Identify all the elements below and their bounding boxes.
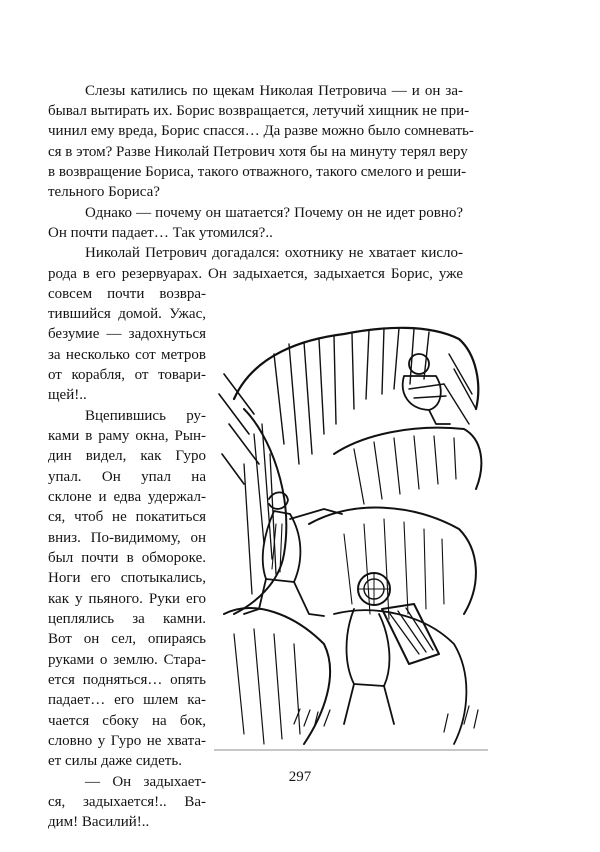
text-line: Вот он сел, опираясь	[48, 631, 206, 647]
text-line: бывал вытирать их. Борис возвращается, летучий хищник не при-	[48, 103, 470, 119]
text-line: Николай Петрович догадался: охотнику не хватает кисло-	[85, 245, 463, 261]
text-line: дим! Василий!..	[48, 814, 150, 830]
text-line: был почти в обмороке.	[48, 550, 206, 566]
text-line: ками в раму окна, Рын-	[48, 428, 206, 444]
text-line: Вцепившись ру-	[85, 408, 206, 424]
text-line: Однако — почему он шатается? Почему он не идет ровно?	[85, 205, 463, 221]
text-line: ся в этом? Разве Николай Петрович хотя бы на минуту терял веру	[48, 144, 468, 160]
page-number: 297	[288, 769, 312, 785]
text-line: руками о землю. Стара-	[48, 652, 206, 668]
text-line: словно у Гуро не хвата-	[48, 733, 206, 749]
text-line: совсем почти возвра-	[48, 286, 206, 302]
text-line: за несколько сот метров	[48, 347, 206, 363]
text-line: дин видел, как Гуро	[48, 448, 206, 464]
text-line: безумие — задохнуться	[48, 326, 206, 342]
text-line: ется подняться… опять	[48, 672, 206, 688]
text-line: тившийся домой. Ужас,	[48, 306, 206, 322]
text-line: щей!..	[48, 387, 87, 403]
text-line: от корабля, от товари-	[48, 367, 206, 383]
text-line: тельного Бориса?	[48, 184, 160, 200]
text-line: вниз. По-видимому, он	[48, 530, 206, 546]
text-line: чинил ему вреда, Борис спасся… Да разве можно было сомневать-	[48, 123, 474, 139]
text-line: Он почти падает… Так утомился?..	[48, 225, 273, 241]
text-line: ся, чтоб не покатиться	[48, 509, 206, 525]
text-line: падает… его шлем ка-	[48, 692, 206, 708]
text-line: цеплялись за камни.	[48, 611, 206, 627]
text-line: рода в его резервуарах. Он задыхается, задыхается Борис, уже	[48, 266, 463, 282]
text-line: в возвращение Бориса, такого отважного, такого смелого и реши-	[48, 164, 467, 180]
text-line: — Он задыхает-	[85, 774, 206, 790]
text-line: Слезы катились по щекам Николая Петровича — и он за-	[85, 83, 463, 99]
text-line: чается сбоку на бок,	[48, 713, 206, 729]
illustration	[214, 314, 488, 756]
text-line: склоне и едва удержал-	[48, 489, 206, 505]
text-line: упал. Он упал на	[48, 469, 206, 485]
text-line: как у пьяного. Руки его	[48, 591, 206, 607]
text-line: ся, задыхается!.. Ва-	[48, 794, 206, 810]
text-line: ет силы даже сидеть.	[48, 753, 182, 769]
text-line: Ноги его спотыкались,	[48, 570, 206, 586]
